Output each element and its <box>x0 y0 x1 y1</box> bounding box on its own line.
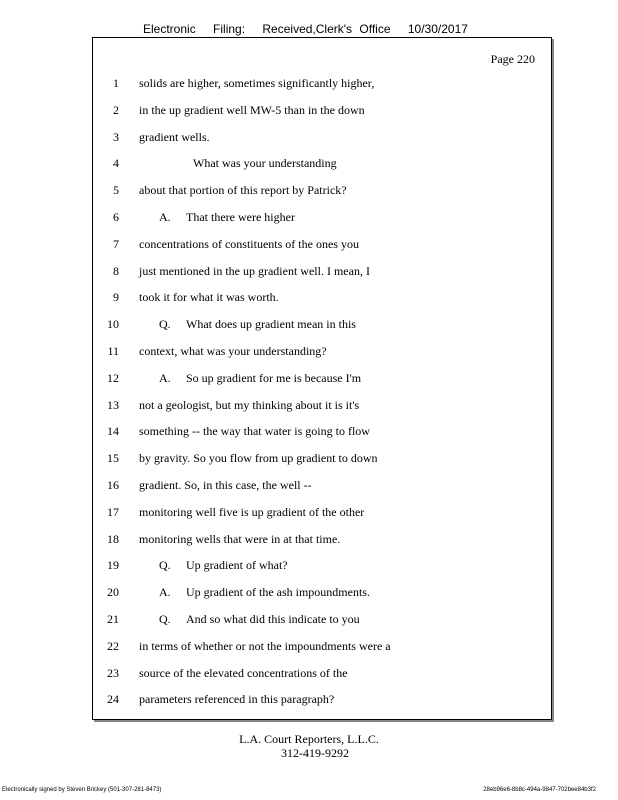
line-number: 7 <box>113 236 119 251</box>
line-text: concentrations of constituents of the ones you <box>139 236 359 251</box>
line-text: not a geologist, but my thinking about it is it's <box>139 397 360 412</box>
transcript-line <box>93 208 551 235</box>
line-number: 10 <box>107 317 119 332</box>
qa-line <box>159 369 361 387</box>
line-number: 1 <box>113 76 119 90</box>
line-text: just mentioned in the up gradient well. I mean, I <box>139 263 370 278</box>
line-text: context, what was your understanding? <box>139 343 327 358</box>
speaker-label: Q. <box>159 558 171 573</box>
line-number: 14 <box>107 424 119 439</box>
line-number: 21 <box>107 611 119 626</box>
transcript-line <box>93 476 551 503</box>
header-word-electronic: Electronic <box>143 22 196 36</box>
header-word-office: Office <box>359 22 391 36</box>
line-number: 23 <box>107 665 119 680</box>
line-text: monitoring wells that were in at that time. <box>139 531 341 546</box>
qa-line <box>159 556 288 574</box>
footer <box>0 732 618 760</box>
line-number: 18 <box>107 531 119 546</box>
transcript-line <box>93 396 551 423</box>
transcript-line <box>93 101 551 128</box>
line-text: gradient. So, in this case, the well -- <box>139 477 312 492</box>
qa-line <box>159 583 370 601</box>
header-date: 10/30/2017 <box>407 22 468 36</box>
speaker-label: A. <box>159 585 171 600</box>
transcript-line <box>93 664 551 691</box>
line-number: 4 <box>113 156 119 171</box>
line-number: 6 <box>113 209 119 224</box>
line-text: monitoring well five is up gradient of the other <box>139 504 365 519</box>
line-text: about that portion of this report by Patrick? <box>139 183 347 198</box>
line-text: took it for what it was worth. <box>139 290 279 305</box>
transcript-page <box>92 37 552 720</box>
line-number: 22 <box>107 638 119 653</box>
court-reporter-name: L.A. Court Reporters, L.L.C. <box>239 732 379 746</box>
line-text: by gravity. So you flow from up gradient to down <box>139 451 378 466</box>
transcript-line <box>93 369 551 396</box>
document-hash: 28eb96e6-8b8c-494a-9847-702bee84b3f2 <box>483 787 596 793</box>
qa-line <box>159 610 360 628</box>
line-text: gradient wells. <box>139 129 210 144</box>
line-number: 11 <box>107 343 119 358</box>
line-text: solids are higher, sometimes significantly higher, <box>139 76 375 90</box>
line-number: 24 <box>107 692 119 707</box>
transcript-line <box>93 503 551 530</box>
transcript-line <box>93 422 551 449</box>
line-number: 15 <box>107 451 119 466</box>
line-text: something -- the way that water is going to flow <box>139 424 370 439</box>
speaker-label: Q. <box>159 611 171 626</box>
line-number: 16 <box>107 477 119 492</box>
transcript-lines <box>93 74 551 717</box>
line-text: source of the elevated concentrations of the <box>139 665 348 680</box>
line-number: 20 <box>107 585 119 600</box>
speaker-label: A. <box>159 370 171 385</box>
line-text: And so what did this indicate to you <box>186 611 360 626</box>
line-text: Up gradient of the ash impoundments. <box>186 585 370 600</box>
transcript-line <box>93 181 551 208</box>
line-number: 13 <box>107 397 119 412</box>
header-word-received: Received,Clerk's <box>262 22 353 36</box>
line-number: 12 <box>107 370 119 385</box>
transcript-line <box>93 315 551 342</box>
qa-line <box>159 315 356 333</box>
transcript-line <box>93 74 551 101</box>
transcript-line <box>93 154 551 181</box>
header-word-filing: Filing: <box>213 22 246 36</box>
line-number: 19 <box>107 558 119 573</box>
court-reporter-phone: 312-419-9292 <box>281 746 349 760</box>
electronic-signature: Electronically signed by Steven Brickey (501-307-281-8473) <box>2 787 162 793</box>
transcript-line <box>93 342 551 369</box>
line-text: That there were higher <box>186 209 295 224</box>
line-number: 17 <box>107 504 119 519</box>
line-text: So up gradient for me is because I'm <box>186 370 362 385</box>
transcript-line <box>93 288 551 315</box>
transcript-line <box>93 690 551 717</box>
speaker-label: A. <box>159 209 171 224</box>
line-text: parameters referenced in this paragraph? <box>139 692 335 707</box>
line-text: in the up gradient well MW-5 than in the down <box>139 102 365 117</box>
qa-line <box>159 208 295 226</box>
line-text: Up gradient of what? <box>186 558 288 573</box>
line-number: 3 <box>113 129 119 144</box>
transcript-line <box>93 530 551 557</box>
transcript-line <box>93 610 551 637</box>
line-number: 5 <box>113 183 119 198</box>
transcript-line <box>93 556 551 583</box>
filing-header <box>143 22 482 36</box>
transcript-line <box>93 449 551 476</box>
speaker-label: Q. <box>159 317 171 332</box>
line-number: 8 <box>113 263 119 278</box>
line-text: What was your understanding <box>193 156 337 171</box>
transcript-line <box>93 128 551 155</box>
transcript-line <box>93 262 551 289</box>
line-text: What does up gradient mean in this <box>186 317 356 332</box>
line-number: 2 <box>113 102 119 117</box>
line-text: in terms of whether or not the impoundments were a <box>139 638 391 653</box>
line-number: 9 <box>113 290 119 305</box>
transcript-line <box>93 583 551 610</box>
transcript-line <box>93 235 551 262</box>
page-number: Page 220 <box>490 52 535 66</box>
transcript-line <box>93 637 551 664</box>
